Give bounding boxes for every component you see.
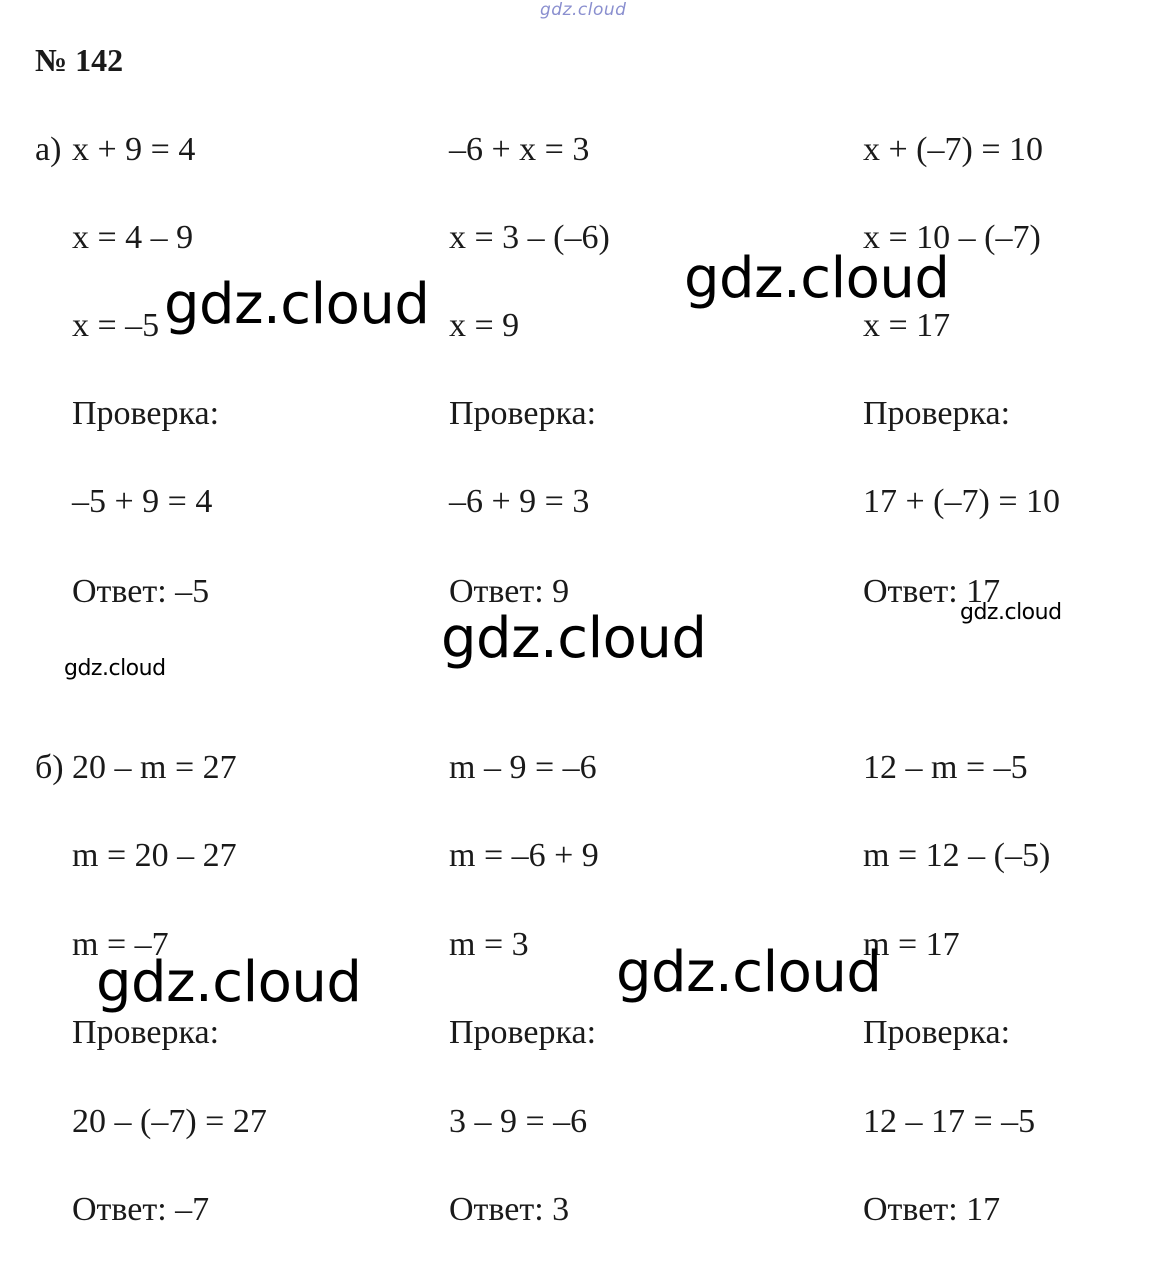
watermark: gdz.cloud [64,656,166,681]
a-col3-line: x + (–7) = 10 [863,131,1043,168]
watermark: gdz.cloud [96,950,362,1015]
b-col3-line: Проверка: [863,1014,1011,1051]
b-col2-line: Ответ: 3 [449,1191,570,1228]
a-col3-line: 17 + (–7) = 10 [863,483,1060,520]
b-col1-line: Проверка: [72,1014,220,1051]
watermark: gdz.cloud [164,272,430,337]
a-col1-line: x = –5 [72,307,160,344]
top-watermark: gdz.cloud [540,0,627,20]
a-col2-line: –6 + 9 = 3 [449,483,590,520]
a-col3-line: x = 17 [863,307,951,344]
b-col2-line: m = –6 + 9 [449,837,599,874]
a-col1-line: x + 9 = 4 [72,131,196,168]
a-col2-line: Проверка: [449,395,597,432]
b-col2-line: Проверка: [449,1014,597,1051]
a-col3-line: Проверка: [863,395,1011,432]
b-col1-line: Ответ: –7 [72,1191,210,1228]
part-a-label: а) [35,131,62,168]
a-col2-line: Ответ: 9 [449,573,570,610]
a-col2-line: –6 + x = 3 [449,131,590,168]
b-col2-line: 3 – 9 = –6 [449,1103,588,1140]
watermark: gdz.cloud [441,606,707,671]
watermark: gdz.cloud [960,600,1062,625]
b-col3-line: m = 12 – (–5) [863,837,1051,874]
b-col1-line: 20 – m = 27 [72,749,237,786]
a-col3-line: Ответ: 17 [863,573,1001,610]
b-col3-line: Ответ: 17 [863,1191,1001,1228]
b-col2-line: m = 3 [449,926,529,963]
b-col1-line: m = 20 – 27 [72,837,237,874]
b-col1-line: 20 – (–7) = 27 [72,1103,267,1140]
b-col3-line: 12 – 17 = –5 [863,1103,1036,1140]
a-col2-line: x = 3 – (–6) [449,219,610,256]
watermark: gdz.cloud [616,940,882,1005]
part-b-label: б) [35,749,64,786]
problem-number: № 142 [35,42,124,78]
a-col3-line: x = 10 – (–7) [863,219,1041,256]
a-col1-line: –5 + 9 = 4 [72,483,213,520]
a-col2-line: x = 9 [449,307,520,344]
a-col1-line: Проверка: [72,395,220,432]
watermark: gdz.cloud [684,246,950,311]
b-col1-line: m = –7 [72,926,169,963]
a-col1-line: Ответ: –5 [72,573,210,610]
b-col2-line: m – 9 = –6 [449,749,597,786]
a-col1-line: x = 4 – 9 [72,219,194,256]
b-col3-line: 12 – m = –5 [863,749,1028,786]
b-col3-line: m = 17 [863,926,960,963]
